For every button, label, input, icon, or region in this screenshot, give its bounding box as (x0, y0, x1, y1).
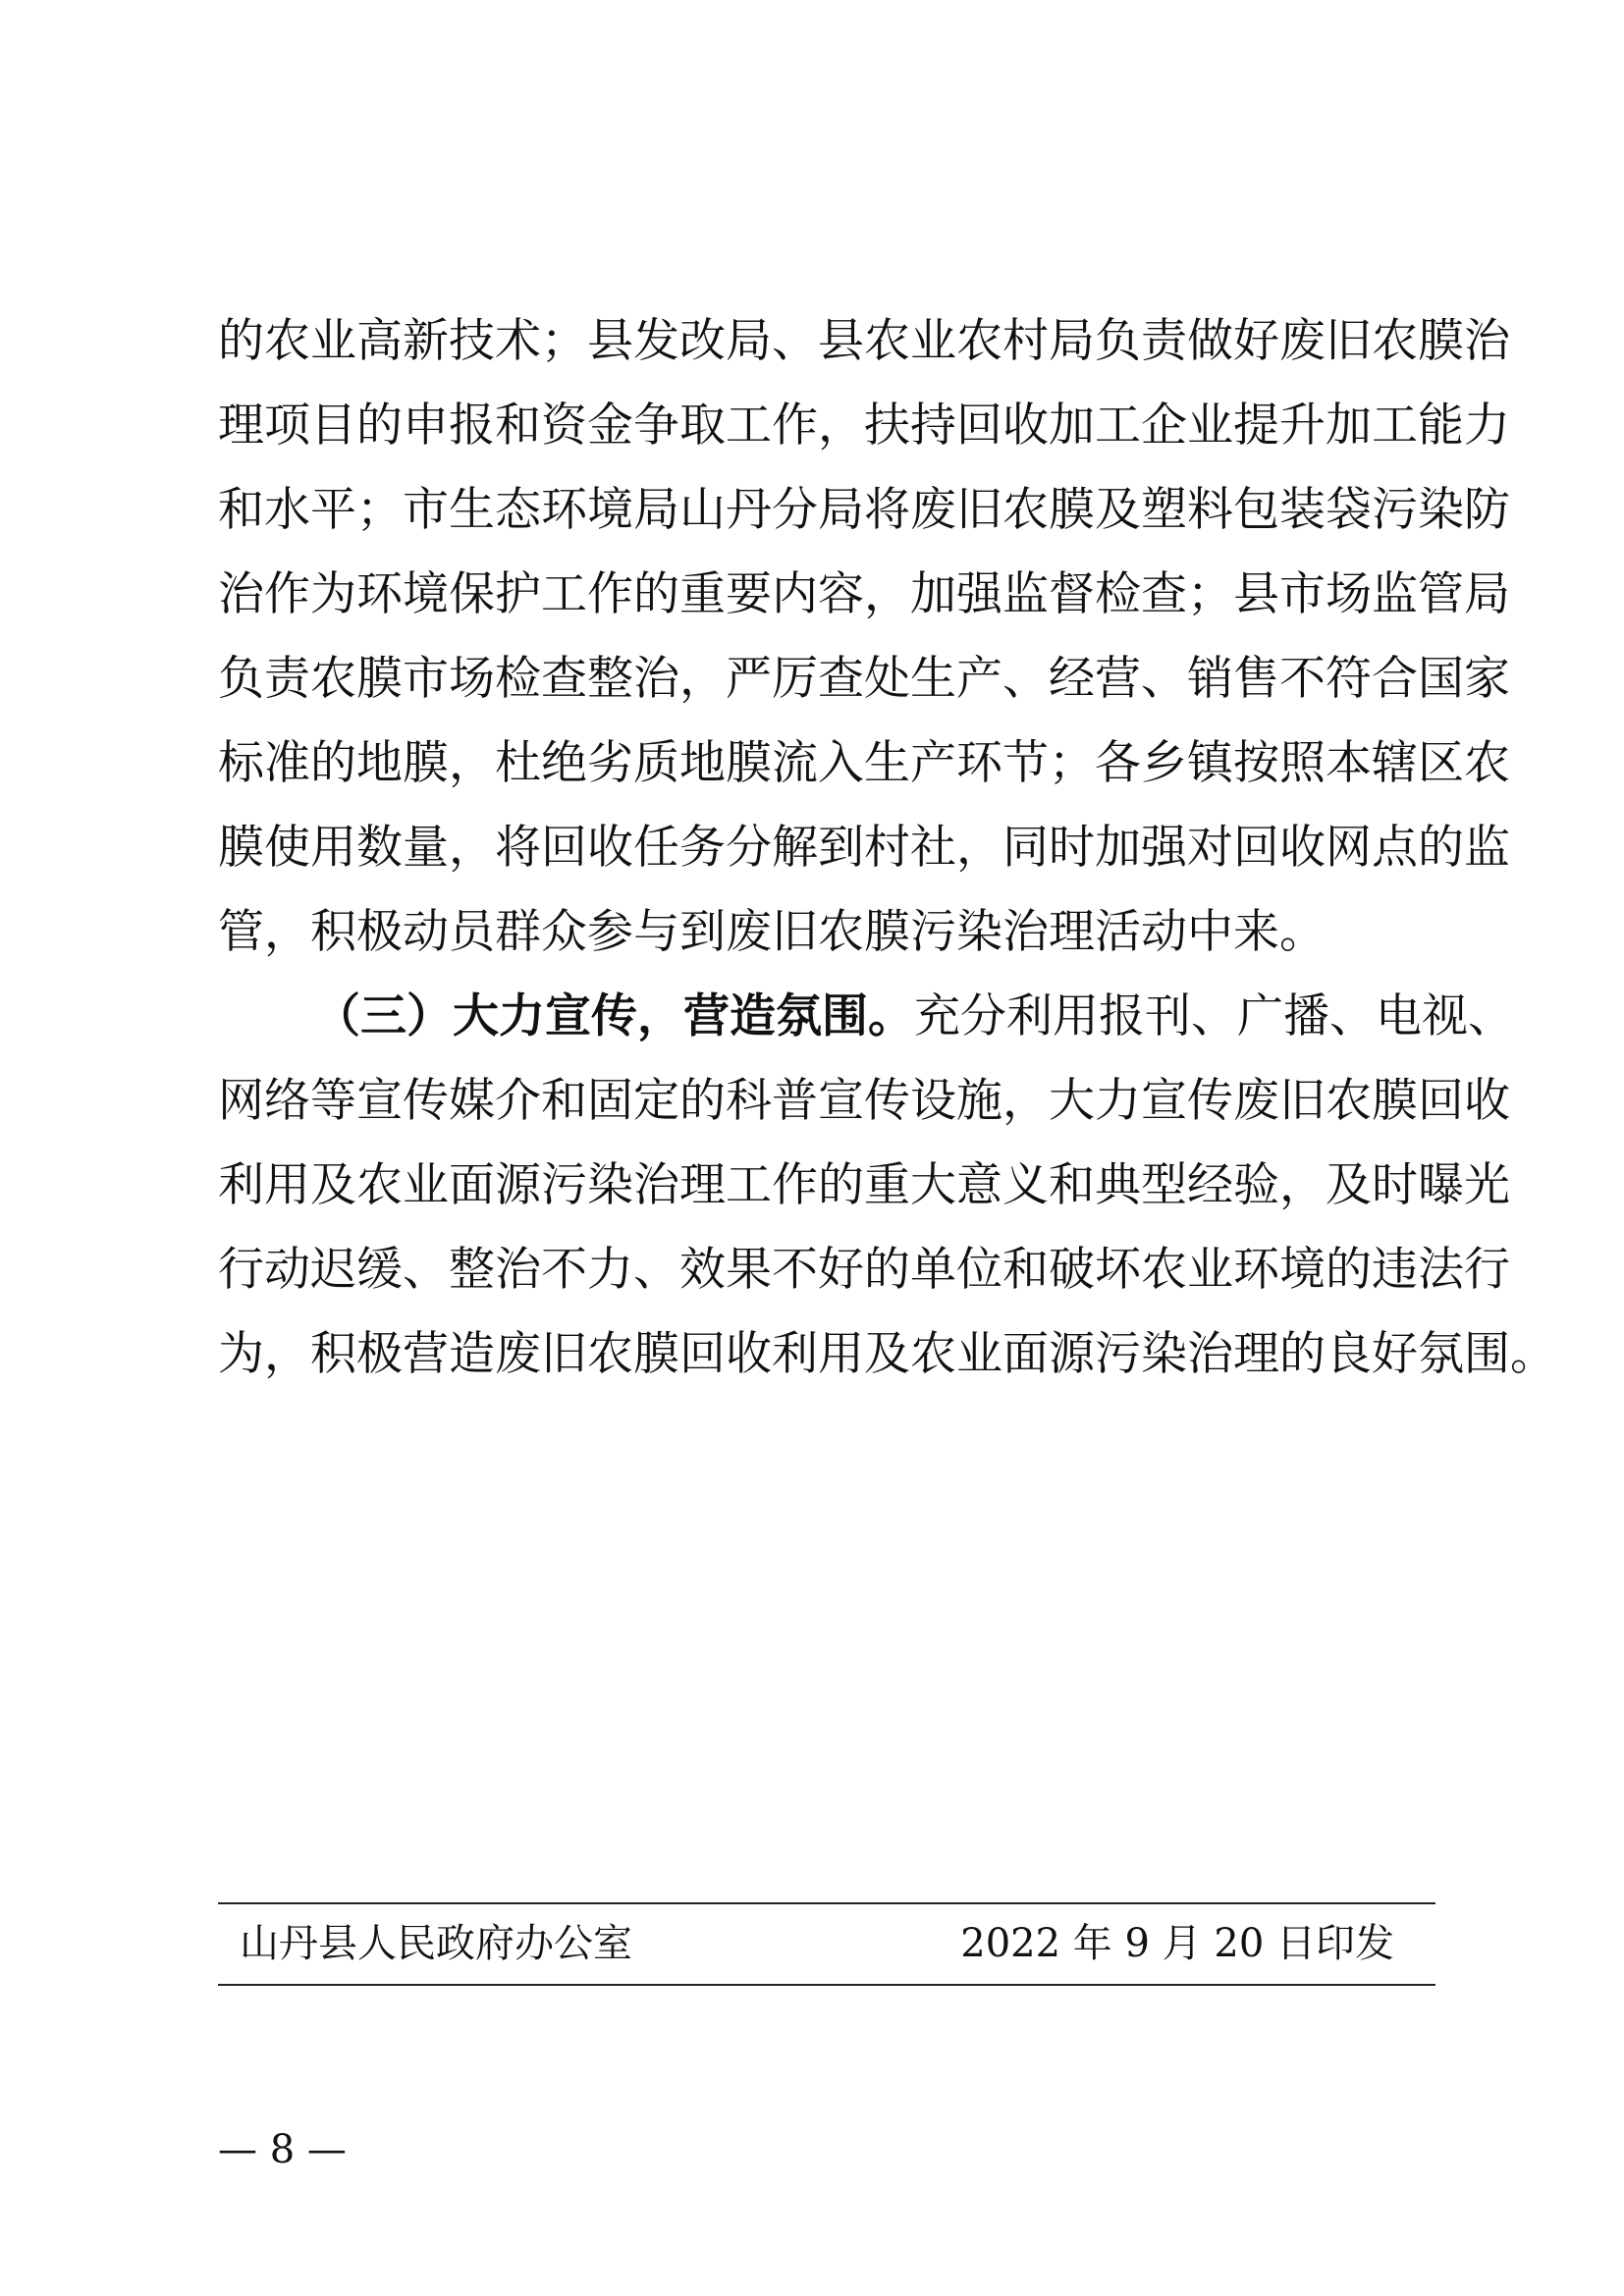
page-number: — 8 — (218, 2127, 347, 2172)
section-3-line: 行动迟缓、整治不力、效果不好的单位和破坏农业环境的违法行 (218, 1243, 1510, 1297)
body-line: 标准的地膜，杜绝劣质地膜流入生产环节；各乡镇按照本辖区农 (218, 736, 1510, 790)
body-line: 和水平；市生态环境局山丹分局将废旧农膜及塑料包装袋污染防 (218, 483, 1510, 537)
body-line: 理项目的申报和资金争取工作，扶持回收加工企业提升加工能力 (218, 399, 1510, 453)
section-3-line: 为，积极营造废旧农膜回收利用及农业面源污染治理的良好氛围。 (218, 1327, 1556, 1381)
body-line: 膜使用数量，将回收任务分解到村社，同时加强对回收网点的监 (218, 821, 1510, 875)
section-3-first-line-text: 充分利用报刊、广播、电视、 (914, 989, 1514, 1043)
footer-issue-date: 2022 年 9 月 20 日印发 (960, 1921, 1394, 1966)
section-3-line: 利用及农业面源污染治理工作的重大意义和典型经验，及时曝光 (218, 1158, 1510, 1212)
section-3-heading: （三）大力宣传，营造氛围。 (314, 989, 914, 1043)
body-line: 负责农膜市场检查整治，严厉查处生产、经营、销售不符合国家 (218, 652, 1510, 706)
section-3-first-line (218, 975, 1514, 1059)
document-body (218, 299, 1556, 1397)
body-line: 治作为环境保护工作的重要内容，加强监督检查；县市场监管局 (218, 567, 1510, 621)
footer-issuer: 山丹县人民政府办公室 (240, 1921, 632, 1966)
section-3-line: 网络等宣传媒介和固定的科普宣传设施，大力宣传废旧农膜回收 (218, 1074, 1510, 1128)
footer-bottom-rule (218, 1984, 1435, 1986)
footer-top-rule (218, 1902, 1435, 1904)
body-line: 的农业高新技术；县发改局、县农业农村局负责做好废旧农膜治 (218, 314, 1510, 368)
body-line: 管，积极动员群众参与到废旧农膜污染治理活动中来。 (218, 905, 1326, 959)
